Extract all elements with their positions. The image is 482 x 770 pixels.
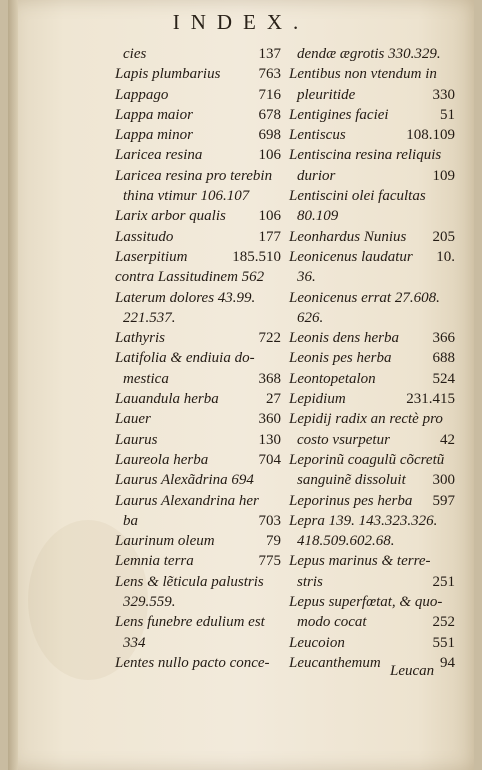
index-term: Laurinum oleum [115, 533, 215, 550]
page-reference [451, 267, 455, 287]
index-entry [115, 450, 281, 470]
index-term: Leporinũ coagulũ cõcretũ [289, 451, 445, 468]
index-entry [289, 247, 455, 267]
index-entry [289, 470, 455, 490]
index-term: Lentiscini olei facultas [289, 188, 426, 205]
page-reference [451, 531, 455, 551]
page-reference [277, 166, 281, 186]
page-reference: 51 [440, 106, 455, 123]
index-entry [289, 633, 455, 653]
page-reference [277, 491, 281, 511]
page-reference: 130 [258, 431, 281, 448]
page-reference [277, 288, 281, 308]
index-term: 221.537. [123, 309, 176, 326]
index-entry [115, 145, 281, 165]
index-entry [115, 348, 281, 368]
index-entry [115, 186, 281, 206]
page-reference: 716 [258, 86, 281, 103]
index-term: Laureola herba [115, 451, 209, 468]
index-entry [115, 633, 281, 653]
index-entry [115, 227, 281, 247]
page-reference [277, 572, 281, 592]
index-term: Lauandula herba [115, 391, 219, 408]
index-term: Lepidij radix an rectè pro [289, 411, 443, 428]
page-reference [451, 44, 455, 64]
index-entry [289, 511, 455, 531]
index-entry [289, 105, 455, 125]
index-term: Laurus Alexãdrina 694 [115, 472, 254, 489]
index-entry [289, 186, 455, 206]
index-entry [289, 85, 455, 105]
index-entry [115, 389, 281, 409]
index-term: Lentiscus [289, 127, 346, 144]
page-reference: 775 [258, 553, 281, 570]
page-reference [277, 653, 281, 673]
index-entry [115, 612, 281, 632]
book-page [8, 0, 474, 770]
index-entry [289, 145, 455, 165]
index-entry [115, 369, 281, 389]
index-entry [115, 308, 281, 328]
index-entry [115, 206, 281, 226]
index-term: Lappa minor [115, 127, 193, 144]
page-reference: 551 [432, 634, 455, 651]
page-reference [277, 592, 281, 612]
index-term: Lappago [115, 86, 169, 103]
index-entry [115, 64, 281, 84]
page-reference [277, 348, 281, 368]
page-reference [277, 308, 281, 328]
page-reference: 704 [258, 451, 281, 468]
index-term: costo vsurpetur [297, 431, 390, 448]
index-entry [289, 612, 455, 632]
page-reference: 698 [258, 127, 281, 144]
index-entry [115, 44, 281, 64]
index-term: Lentibus non vtendum in [289, 66, 437, 83]
page-reference [451, 308, 455, 328]
page-reference [451, 551, 455, 571]
index-column-left [115, 44, 281, 673]
page-reference [451, 511, 455, 531]
index-term: 36. [297, 269, 316, 286]
page-reference: 205 [432, 228, 455, 245]
page-reference [451, 409, 455, 429]
index-entry [289, 430, 455, 450]
index-term: Lemnia terra [115, 553, 194, 570]
index-entry [289, 227, 455, 247]
index-entry [115, 409, 281, 429]
index-term: Lepra 139. 143.323.326. [289, 512, 438, 529]
index-entry [289, 166, 455, 186]
index-term: Lens & lẽticula palustris [115, 573, 264, 590]
page-reference: 106 [258, 147, 281, 164]
page-reference: 108.109 [406, 127, 455, 144]
index-term: Leporinus pes herba [289, 492, 413, 509]
page-reference: 185.510 [232, 248, 281, 265]
index-entry [115, 653, 281, 673]
index-term: 626. [297, 309, 324, 326]
index-term: cies [123, 46, 147, 62]
index-entry [115, 247, 281, 267]
page-reference [277, 186, 281, 206]
index-term: Lepus superfœtat, & quo- [289, 594, 443, 611]
index-term: sanguinẽ dissoluit [297, 472, 406, 489]
index-entry [115, 267, 281, 287]
index-term: Leontopetalon [289, 370, 376, 387]
index-term: Lentes nullo pacto conce- [115, 654, 270, 671]
page-reference [451, 288, 455, 308]
page-reference: 42 [440, 431, 455, 448]
index-term: Lens funebre edulium est [115, 614, 265, 631]
page-header: INDEX. [172, 10, 310, 34]
index-term: ba [123, 512, 138, 529]
index-entry [115, 551, 281, 571]
index-term: Lathyris [115, 330, 166, 347]
index-entry [115, 430, 281, 450]
page-reference: 366 [432, 330, 455, 347]
index-term: 418.509.602.68. [297, 533, 395, 550]
index-entry [289, 450, 455, 470]
index-term: Lassitudo [115, 228, 174, 245]
index-entry [115, 491, 281, 511]
page-reference: 360 [258, 411, 281, 428]
index-entry [115, 531, 281, 551]
index-term: Leonicenus laudatur [289, 248, 413, 265]
index-entry [115, 105, 281, 125]
index-term: Laricea resina pro terebin [115, 167, 273, 184]
page-reference: 524 [432, 370, 455, 387]
page-reference: 137 [258, 46, 281, 62]
page-reference: 27 [266, 391, 281, 408]
index-entry [115, 166, 281, 186]
index-term: Lepus marinus & terre- [289, 553, 431, 570]
index-entry [289, 328, 455, 348]
page-reference: 763 [258, 66, 281, 83]
index-entry [115, 328, 281, 348]
index-term: Latifolia & endiuia do- [115, 350, 255, 367]
page-reference: 688 [432, 350, 455, 367]
index-term: Lappa maior [115, 106, 193, 123]
index-term: Leucoion [289, 634, 345, 651]
index-entry [289, 531, 455, 551]
index-term: pleuritide [297, 86, 356, 103]
index-term: Leonicenus errat 27.608. [289, 289, 440, 306]
index-entry [289, 64, 455, 84]
page-reference: 300 [432, 472, 455, 489]
page-reference [451, 206, 455, 226]
page-reference: 10. [436, 248, 455, 265]
index-term: stris [297, 573, 323, 590]
page-reference [277, 470, 281, 490]
index-term: Laterum dolores 43.99. [115, 289, 256, 306]
index-entry [289, 308, 455, 328]
index-term: contra Lassitudinem 562 [115, 269, 265, 286]
page-reference: 368 [258, 370, 281, 387]
index-entry [289, 592, 455, 612]
page-reference [451, 450, 455, 470]
index-term: Lentigines faciei [289, 106, 389, 123]
index-entry [289, 572, 455, 592]
index-entry [115, 592, 281, 612]
index-column-right [289, 44, 455, 673]
index-entry [115, 288, 281, 308]
page-reference [277, 633, 281, 653]
page-reference: 330 [432, 86, 455, 103]
index-term: Laserpitium [115, 248, 188, 265]
index-entry [115, 572, 281, 592]
index-term: durior [297, 167, 336, 184]
index-entry [289, 551, 455, 571]
index-term: 80.109 [297, 208, 339, 225]
page-reference [451, 145, 455, 165]
index-entry [289, 409, 455, 429]
index-entry [115, 85, 281, 105]
page-reference: 79 [266, 533, 281, 550]
page-reference: 177 [258, 228, 281, 245]
index-term: Laurus Alexandrina her [115, 492, 259, 509]
page-reference: 106 [258, 208, 281, 225]
index-entry [115, 511, 281, 531]
index-entry [289, 125, 455, 145]
index-term: modo cocat [297, 614, 367, 631]
page-reference: 252 [432, 614, 455, 631]
index-entry [289, 389, 455, 409]
index-term: Leonis dens herba [289, 330, 399, 347]
index-term: thina vtimur 106.107 [123, 188, 250, 205]
page-reference [277, 267, 281, 287]
index-term: dendæ ægrotis 330.329. [297, 46, 441, 62]
index-term: Leonis pes herba [289, 350, 392, 367]
index-entry [289, 348, 455, 368]
index-entry [115, 470, 281, 490]
page-reference: 703 [258, 512, 281, 529]
page-reference: 722 [258, 330, 281, 347]
index-entry [289, 206, 455, 226]
page-reference: 94 [440, 654, 455, 671]
page-reference: 251 [432, 573, 455, 590]
page-reference [451, 592, 455, 612]
index-term: Leonhardus Nunius [289, 228, 407, 245]
page-reference: 231.415 [406, 391, 455, 408]
index-entry [289, 491, 455, 511]
index-term: Lepidium [289, 391, 346, 408]
index-term: Laurus [115, 431, 158, 448]
index-term: Larix arbor qualis [115, 208, 226, 225]
page-reference: 109 [432, 167, 455, 184]
index-term: 334 [123, 634, 146, 651]
index-term: Laricea resina [115, 147, 203, 164]
index-entry [115, 125, 281, 145]
index-term: Lentiscina resina reliquis [289, 147, 442, 164]
index-term: Lapis plumbarius [115, 66, 221, 83]
index-entry [289, 267, 455, 287]
page-reference: 597 [432, 492, 455, 509]
page-reference [451, 64, 455, 84]
index-entry [289, 44, 455, 64]
index-term: mestica [123, 370, 169, 387]
index-entry [289, 369, 455, 389]
page-reference: 678 [258, 106, 281, 123]
index-term: 329.559. [123, 594, 176, 611]
page-reference [451, 186, 455, 206]
catchword: Leucan [390, 663, 435, 679]
page-binding-edge [8, 0, 18, 770]
index-entry [289, 288, 455, 308]
page-reference [277, 612, 281, 632]
index-term: Lauer [115, 411, 151, 428]
index-term: Leucanthemum [289, 654, 381, 671]
